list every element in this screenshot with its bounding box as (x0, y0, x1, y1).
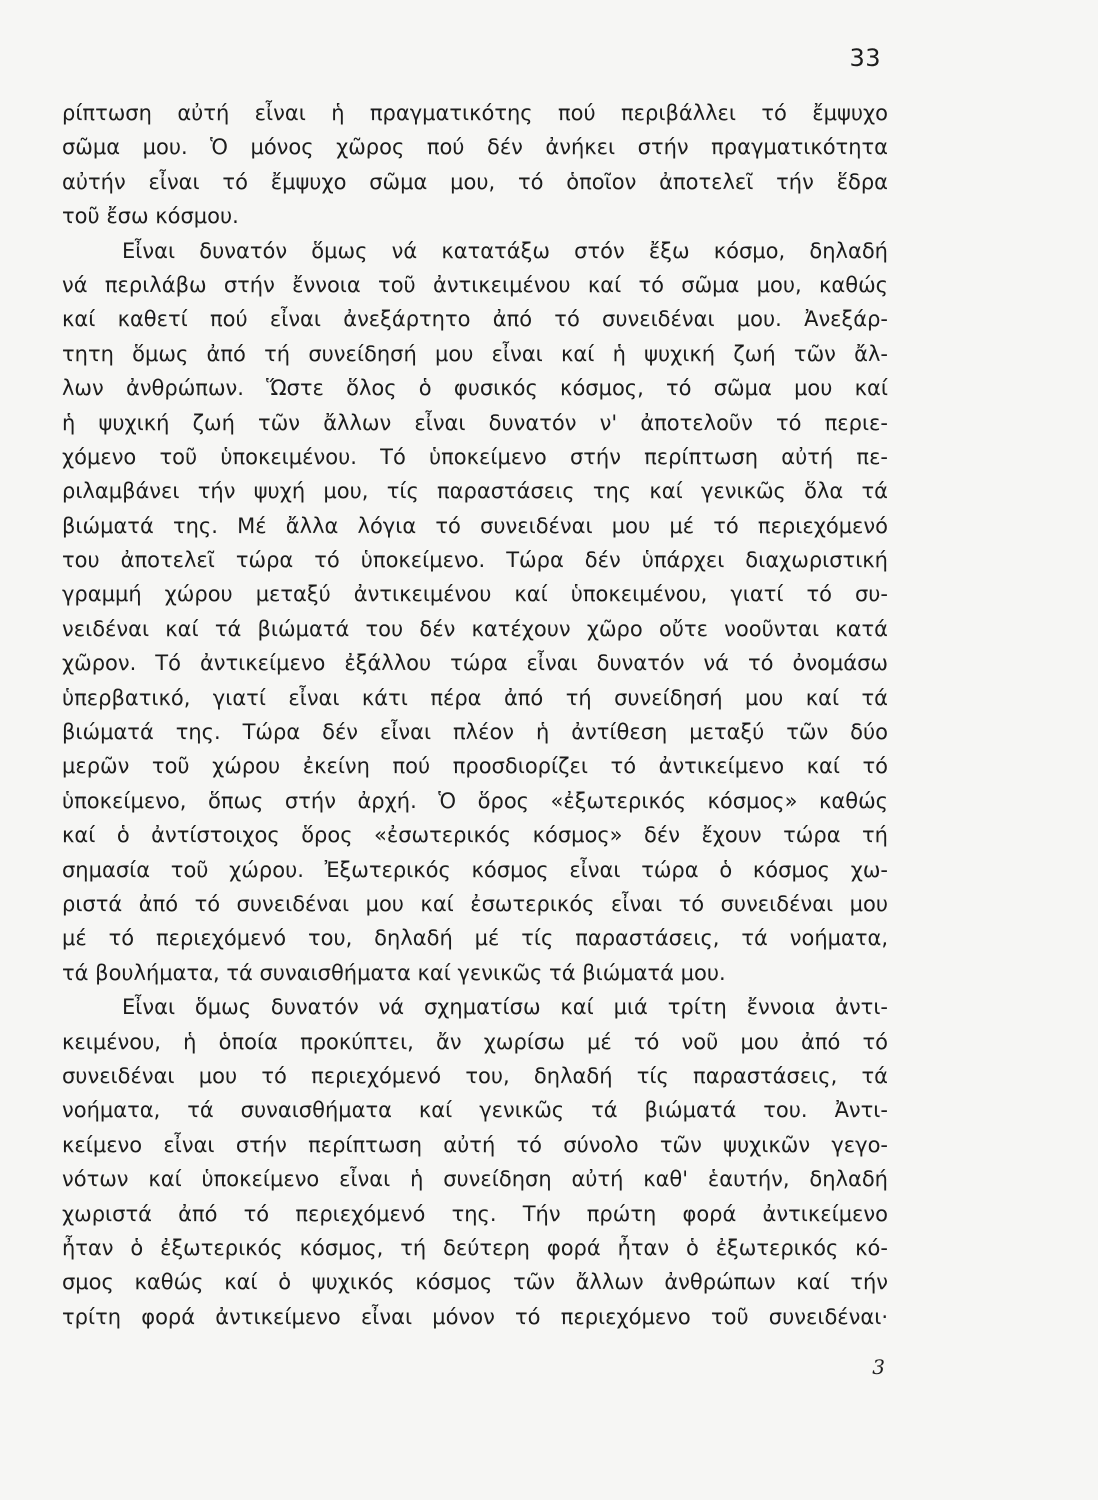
text-line: του ἀποτελεῖ τώρα τό ὑποκείμενο. Τώρα δέν ὑπάρχει διαχωριστική (62, 548, 888, 573)
text-line: καί καθετί πού εἶναι ἀνεξάρτητο ἀπό τό συνειδέναι μου. Ἀνεξάρ- (62, 307, 888, 332)
text-line: κειμένου, ἡ ὁποία προκύπτει, ἄν χωρίσω μέ τό νοῦ μου ἀπό τό (62, 1029, 888, 1054)
text-line: χῶρον. Τό ἀντικείμενο ἐξάλλου τώρα εἶναι δυνατόν νά τό ὀνομάσω (62, 651, 888, 676)
text-line: ὑπερβατικό, γιατί εἶναι κάτι πέρα ἀπό τή συνείδησή μου καί τά (62, 685, 888, 710)
text-line: κείμενο εἶναι στήν περίπτωση αὐτή τό σύνολο τῶν ψυχικῶν γεγο- (62, 1132, 888, 1157)
text-line: ὑποκείμενο, ὅπως στήν ἀρχή. Ὁ ὅρος «ἐξωτερικός κόσμος» καθώς (62, 788, 888, 813)
text-line: χόμενο τοῦ ὑποκειμένου. Τό ὑποκείμενο στήν περίπτωση αὐτή πε- (62, 444, 888, 469)
text-line: ἡ ψυχική ζωή τῶν ἄλλων εἶναι δυνατόν ν' ἀποτελοῦν τό περιε- (62, 410, 888, 435)
text-line: χωριστά ἀπό τό περιεχόμενό της. Τήν πρώτη φορά ἀντικείμενο (62, 1201, 888, 1226)
text-line: σημασία τοῦ χώρου. Ἐξωτερικός κόσμος εἶναι τώρα ὁ κόσμος χω- (62, 857, 888, 882)
body-text (62, 96, 888, 1334)
text-line: τοῦ ἔσω κόσμου. (62, 204, 239, 229)
page-number: 33 (849, 44, 881, 72)
signature-mark: 3 (872, 1355, 885, 1379)
text-line: βιώματά της. Μέ ἄλλα λόγια τό συνειδέναι μου μέ τό περιεχόμενό (62, 513, 888, 538)
text-line: νοήματα, τά συναισθήματα καί γενικῶς τά βιώματά του. Ἀντι- (62, 1098, 888, 1123)
text-line: καί ὁ ἀντίστοιχος ὅρος «ἐσωτερικός κόσμος» δέν ἔχουν τώρα τή (62, 823, 888, 848)
text-line: σμος καθώς καί ὁ ψυχικός κόσμος τῶν ἄλλων ἀνθρώπων καί τήν (62, 1270, 888, 1295)
text-line: Εἶναι ὅμως δυνατόν νά σχηματίσω καί μιά τρίτη ἔννοια ἀντι- (122, 995, 888, 1020)
text-line: νά περιλάβω στήν ἔννοια τοῦ ἀντικειμένου καί τό σῶμα μου, καθώς (62, 272, 888, 297)
text-line: βιώματά της. Τώρα δέν εἶναι πλέον ἡ ἀντίθεση μεταξύ τῶν δύο (62, 720, 888, 745)
text-line: μέ τό περιεχόμενό του, δηλαδή μέ τίς παραστάσεις, τά νοήματα, (62, 926, 888, 951)
text-line: συνειδέναι μου τό περιεχόμενό του, δηλαδή τίς παραστάσεις, τά (62, 1063, 888, 1088)
text-line: γραμμή χώρου μεταξύ ἀντικειμένου καί ὑποκειμένου, γιατί τό συ- (62, 582, 888, 607)
text-line: νειδέναι καί τά βιώματά του δέν κατέχουν χῶρο οὔτε νοοῦνται κατά (62, 616, 888, 641)
text-line: ριστά ἀπό τό συνειδέναι μου καί ἐσωτερικός εἶναι τό συνειδέναι μου (62, 891, 888, 916)
text-line: ἦταν ὁ ἐξωτερικός κόσμος, τή δεύτερη φορά ἦταν ὁ ἐξωτερικός κό- (62, 1235, 888, 1260)
text-line: σῶμα μου. Ὁ μόνος χῶρος πού δέν ἀνήκει στήν πραγματικότητα (62, 135, 888, 160)
text-line: λων ἀνθρώπων. Ὥστε ὅλος ὁ φυσικός κόσμος, τό σῶμα μου καί (62, 376, 888, 401)
text-line: ρίπτωση αὐτή εἶναι ἡ πραγματικότης πού περιβάλλει τό ἔμψυχο (62, 101, 888, 125)
text-line: Εἶναι δυνατόν ὅμως νά κατατάξω στόν ἔξω κόσμο, δηλαδή (122, 238, 888, 263)
text-line: ριλαμβάνει τήν ψυχή μου, τίς παραστάσεις της καί γενικῶς ὅλα τά (62, 479, 888, 504)
text-line: τρίτη φορά ἀντικείμενο εἶναι μόνον τό περιεχόμενο τοῦ συνειδέναι· (62, 1304, 888, 1329)
text-line: νότων καί ὑποκείμενο εἶναι ἡ συνείδηση αὐτή καθ' ἑαυτήν, δηλαδή (62, 1167, 888, 1192)
text-line: μερῶν τοῦ χώρου ἐκείνη πού προσδιορίζει τό ἀντικείμενο καί τό (62, 754, 888, 779)
text-line: τητη ὅμως ἀπό τή συνείδησή μου εἶναι καί ἡ ψυχική ζωή τῶν ἄλ- (62, 341, 888, 366)
text-line: αὐτήν εἶναι τό ἔμψυχο σῶμα μου, τό ὁποῖον ἀποτελεῖ τήν ἕδρα (62, 169, 888, 194)
text-line: τά βουλήματα, τά συναισθήματα καί γενικῶς τά βιώματά μου. (62, 960, 726, 985)
